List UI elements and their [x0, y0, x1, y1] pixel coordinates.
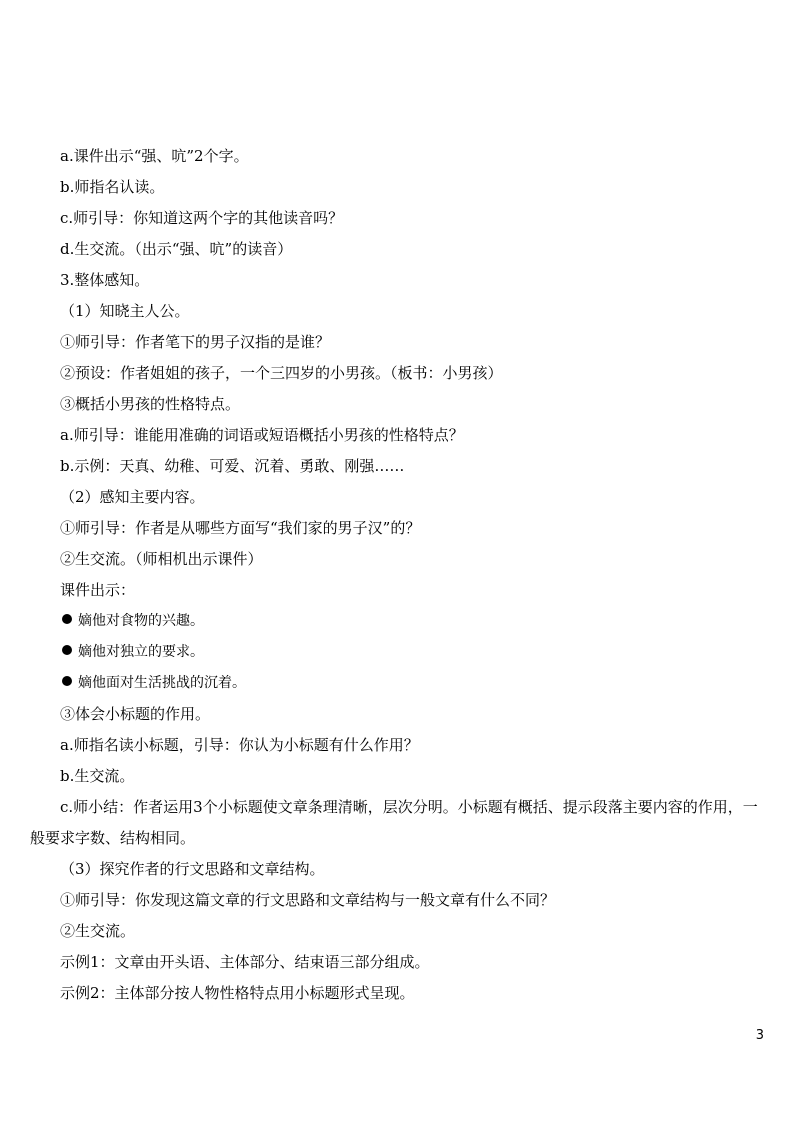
text-line: ①师引导：你发现这篇文章的行文思路和文章结构与一般文章有什么不同？ — [60, 891, 556, 909]
text-line: ③体会小标题的作用。 — [60, 705, 211, 723]
text-line: ①师引导：作者是从哪些方面写“我们家的男子汉”的？ — [60, 519, 421, 537]
text-line: ③概括小男孩的性格特点。 — [60, 395, 241, 413]
subsection-heading: （2）感知主要内容。 — [60, 488, 205, 506]
text-line: a.师指名读小标题，引导：你认为小标题有什么作用？ — [60, 736, 419, 754]
bullet-text: 嫡他对独立的要求。 — [78, 644, 204, 660]
bullet-text: 嫡他对食物的兴趣。 — [78, 613, 204, 629]
bullet-dot-icon — [62, 645, 72, 655]
text-line: 示例1：文章由开头语、主体部分、结束语三部分组成。 — [60, 953, 430, 971]
text-line: a.课件出示“强、吭”2个字。 — [60, 147, 249, 165]
page-number: 3 — [755, 1028, 764, 1043]
text-line: b.师指名认读。 — [60, 178, 165, 196]
text-line: ②生交流。 — [60, 922, 136, 940]
subsection-heading: （3）探究作者的行文思路和文章结构。 — [60, 860, 325, 878]
bullet-item — [30, 637, 770, 668]
text-line: 示例2：主体部分按人物性格特点用小标题形式呈现。 — [60, 984, 415, 1002]
text-line: ②预设：作者姐姐的孩子，一个三四岁的小男孩。（板书：小男孩） — [60, 364, 503, 382]
subsection-heading: （1）知晓主人公。 — [60, 302, 190, 320]
text-line: b.生交流。 — [60, 767, 135, 785]
text-line: a.师引导：谁能用准确的词语或短语概括小男孩的性格特点？ — [60, 426, 464, 444]
bullet-text: 嫡他面对生活挑战的沉着。 — [78, 675, 246, 691]
section-heading: 3.整体感知。 — [60, 271, 150, 289]
text-line: c.师引导：你知道这两个字的其他读音吗？ — [60, 209, 344, 227]
bullet-item — [30, 668, 770, 699]
bullet-dot-icon — [62, 676, 72, 686]
text-line: ①师引导：作者笔下的男子汉指的是谁？ — [60, 333, 331, 351]
text-line: b.示例：天真、幼稚、可爱、沉着、勇敢、刚强…… — [60, 457, 405, 475]
text-line: 课件出示： — [60, 581, 136, 599]
document-body — [30, 141, 770, 1009]
text-paragraph: c.师小结：作者运用3个小标题使文章条理清晰，层次分明。小标题有概括、提示段落主要内容的作用，一般要求字数、结构相同。 — [30, 798, 758, 847]
bullet-item — [30, 606, 770, 637]
bullet-dot-icon — [62, 614, 72, 624]
text-line: d.生交流。（出示“强、吭”的读音） — [60, 240, 293, 258]
text-line: ②生交流。（师相机出示课件） — [60, 550, 263, 568]
